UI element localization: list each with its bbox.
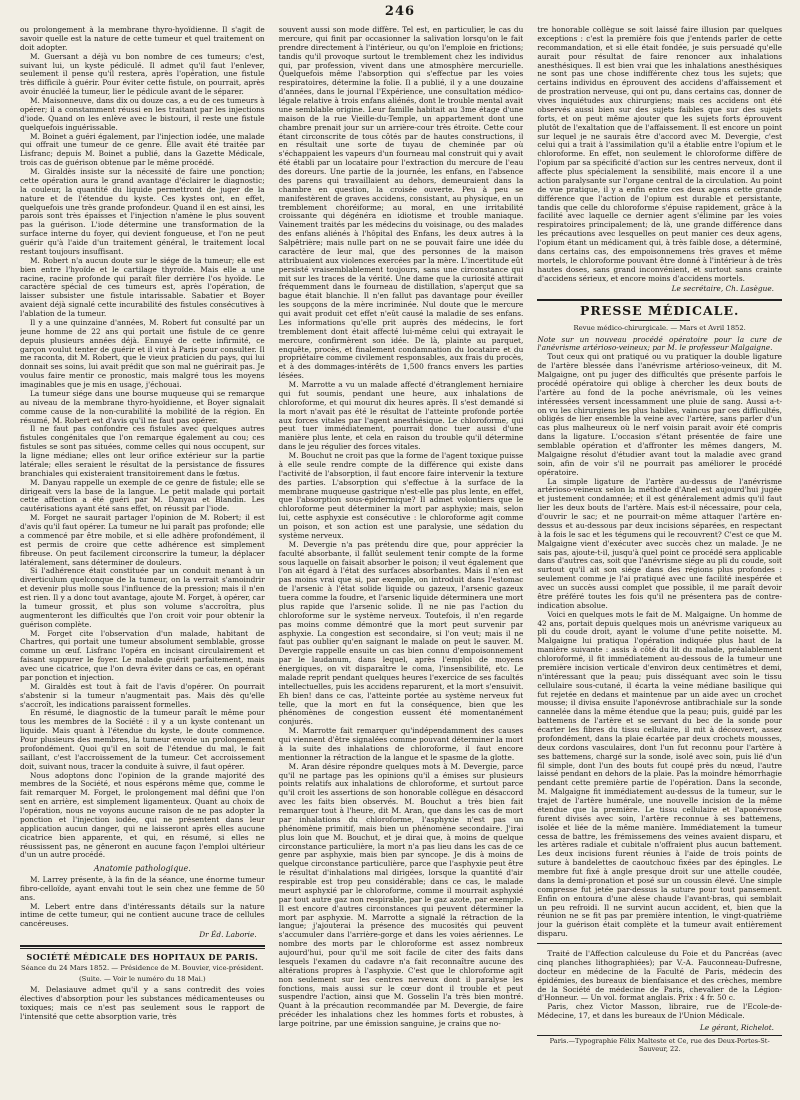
col1-paragraph: En résumé, le diagnostic de la tumeur paraît le même pour tous les membres de la Société : il y a un kyste contenant un liquide. Mais quant à l'étendue du kyste, le doute commence. Pour plusieurs des membres, la tumeur envoie un prolongement profondément. Quoi qu'il en soit de l'étendue du mal, le fait saillant, c'est l'accroissement de la tumeur. Cet accroissement doit, suivant nous, tracer la conduite à suivre, il faut opérer.: [20, 708, 265, 771]
col1-paragraph: M. Lebert entre dans d'intéressants détails sur la nature intime de cette tumeur, qui ne contient aucune trace de cellules cancéreuses.: [20, 901, 265, 929]
section-divider: [20, 945, 265, 947]
note-title: Note sur un nouveau procédé opératoire pour la cure de l'anévrisme artérioso-veineux; par M. le professeur Malgaigne.: [537, 334, 783, 353]
societe-session: Séance du 24 Mars 1852. — Présidence de M. Bouvier, vice-président.: [20, 963, 264, 972]
col1-paragraph: Il y a une quinzaine d'années, M. Robert fut consulté par un jeune homme de 22 ans qui portait une fistule de ce genre depuis plusieurs années déjà. Ennuyé de cette infirmité, ce garçon voulut tenter de guérir et il vint à Paris pour consulter. Il me raconta, dit M. Robert, que le vieux praticien du pays, qui lui donnait ses soins, lui avait prédit que son mal ne guérirait pas. Je voulus faire mentir ce pronostic, mais malgré tous les moyens imaginables que je mis en usage, j'échouai.: [20, 317, 265, 389]
col1-paragraph: M. Robert n'a aucun doute sur le siége de la tumeur; elle est bien entre l'hyoïde et le cartilage thyroïde. Mais elle a une racine, racine profonde qui paraît filer derrière l'os hyoïde. Le caractère spécial de ces tumeurs est, après l'opération, de laisser subsister une fistule intarissable. Sabatier et Boyer avaient déjà signalé cette incurabilité des fistules consécutives à l'ablation de la tumeur.: [20, 255, 265, 318]
section-divider: [537, 299, 782, 301]
col1-paragraph: M. Guersant a déjà vu bon nombre de ces tumeurs; c'est, suivant lui, un kyste pédiculé. Il admet qu'il faut l'enlever, seulement il pense qu'il restera, après l'opération, une fistule très difficile à guérir. Pour éviter cette fistule, on pourrait, après avoir énucléé la tumeur, lier le pédicule avant de le séparer.: [20, 51, 265, 97]
title-rule: [630, 320, 690, 321]
col1-paragraph: Nous adoptons donc l'opinion de la grande majorité des membres de la Société, et nous espérons même que, comme le fait remarquer M. Forget, le prolongement mal défini que l'on sent en arrière, est simplement ligamenteux. Quant au choix de l'opération, nous ne voyons aucune raison de ne pas adopter la ponction et l'injection iodée, qui ne présentent dans leur application aucun danger, qui ne laisseront après elles aucune cicatrice bien apparente, et qui, en résumé, si elles ne réussissent pas, ne gêneront en aucune façon l'emploi ultérieur d'un un autre procédé.: [20, 770, 265, 860]
column-2: [279, 26, 524, 1090]
column-1: [20, 26, 265, 1090]
col1-paragraph: Il ne faut pas confondre ces fistules avec quelques autres fistules congénitales que l'on remarque également au cou; ces fistules se sont pas situées, comme celles qui nous occupent, sur la ligne médiane; elles ont leur orifice extérieur sur la partie latérale; elles seraient le résultat de la persistance de fissures branchiales qui existeraient transitoirement dans le fœtus.: [20, 424, 265, 478]
review-heading: Revue médico-chirurgicale. — Mars et Avril 1852.: [573, 324, 746, 333]
col3-paragraph: Tout ceux qui ont pratiqué ou vu pratiquer la double ligature de l'artère blessée dans l'anévrisme artérioso-veineux, dit M. Malgaigne, ont pu juger des difficultés que présente parfois le procédé opératoire qui oblige à chercher les deux bouts de l'artère au fond de la poche anévrismale, où les veines intéressées versent incessamment une pluie de sang. Aussi a-t-on vu les chirurgiens les plus habiles, vaincus par ces difficultés, obligés de lier ensemble la veine avec l'artère, sans parler d'un cas plus malheureux où le nerf voisin parait avoir été compris dans la ligature. L'occasion s'étant présentée de faire une semblable opération et d'affronter les mêmes dangers, M. Malgaigne résolut d'étudier avant tout la maladie avec grand soin, afin de voir s'il ne pourrait pas améliorer le procédé opératoire.: [537, 352, 783, 477]
press-title: PRESSE MÉDICALE.: [580, 303, 740, 319]
col1-paragraph: M. Maisonneuve, dans dix ou douze cas, a eu de ces tumeurs à opérer; il a constamment réussi en les traitant par les injections d'iode. Quand on les enlève avec le bistouri, il reste une fistule quelquefois inguérissable.: [20, 96, 265, 132]
col3-paragraph: La simple ligature de l'artère au-dessus de l'anévrisme artérioso-veineux selon la méthode d'Anel est aujourd'hui jugée et justement condamnée; et il est généralement admis qu'il faut lier les deux bouts de l'artère. Mais est-il nécessaire, pour cela, d'ouvrir le sac; et ne pourrait-on même attaquer l'artère en-dessus et au-dessous par deux incisions séparées, en respectant à la fois le sac et les tégumens qui le recouvrent? C'est ce que M. Malgaigne vient d'exécuter avec succès chez un malade. Je ne sais pas, ajoute-t-il, jusqu'à quel point ce procédé sera applicable dans d'autres cas, soit que l'anévrisme siége au pli du coude, soit surtout qu'il ait son siége dans des régions plus profondes : seulement comme je l'ai pratiqué avec une facilité inespérée et avec un succès aussi complet que possible, il me paraît devoir être préféré toutes les fois qu'il ne présentera pas de contre-indication absolue.: [537, 476, 783, 610]
gerant-signature: Le gérant, Richelot.: [700, 1023, 775, 1033]
book-announcement: Traité de l'Affection calculeuse du Foie et du Pancréas (avec cinq planches lithographiées); par V.-A. Fauconneau-Dufresne, docteur en médecine de la Faculté de Paris, médecin des épidémies, des bureaux de bienfaisance et des crèches, membre de la Société de médecine de Paris, chevalier de la Légion-d'Honneur. — Un vol. format anglais. Prix : 4 fr. 50 c.: [537, 949, 783, 1003]
anatomy-heading: Anatomie pathologique.: [93, 864, 191, 874]
col1-paragraph: M. Delasiauve admet qu'il y a sans contredit des voies électives d'absorption pour les substances médicamenteuses ou toxiques; mais ce n'est pas seulement sous le rapport de l'intensité que cette absorption varie, très: [20, 985, 265, 1021]
col1-paragraph: M. Giraldès insiste sur la nécessité de faire une ponction; cette opération aura le grand avantage d'éclairer le diagnostic; la couleur, la quantité du liquide permettront de juger de la nature et de l'étendue du kyste. Ces kystes ont, en effet, quelquefois une très grande profondeur. Quand il en est ainsi, les parois sont très épaisses et l'injection n'amène le plus souvent pas la guérison. L'iode détermine une transformation de la surface interne du foyer, qui devient fongueuse, et l'on ne peut guérir qu'à l'aide d'un traitement général, le traitement local restant toujours insuffisant.: [20, 167, 265, 256]
col1-paragraph: M. Giraldès est tout à fait de l'avis d'opérer. On pourrait s'abstenir si la tumeur n'augmentait pas. Mais dès qu'elle s'accroît, les indications paraissent formelles.: [20, 681, 265, 709]
col2-paragraph: M. Marrotte a vu un malade affecté d'étranglement herniaire qui fut soumis, pendant une heure, aux inhalations de chloroforme, et qui mourut dix heures après. Il s'est demandé si la mort n'avait pas été le résultat de l'atteinte profonde portée aux forces vitales par l'agent anesthésique. Le chloroforme, qui peut tuer immédiatement, pourrait donc tuer aussi d'une manière plus lente, et cela en raison du trouble qu'il détermine dans le jeu régulier des forces vitales.: [278, 380, 524, 452]
col2-paragraph: M. Marrotte fait remarquer qu'indépendamment des causes qui viennent d'être signalées comme pouvant déterminer la mort à la suite des inhalations de chloroforme, il faut encore mentionner la rétraction de la langue et le spasme de la glotte.: [278, 726, 524, 762]
societe-title: SOCIÉTÉ MÉDICALE DES HOPITAUX DE PARIS.: [26, 952, 259, 963]
col3-paragraph: tre honorable collègue se soit laissé faire illusion par quelques exceptions : c'est la première fois que j'entends parler de cette recommandation, et si elle était fondée, je suis persuadé qu'elle aurait pour résultat de faire renoncer aux inhalations anesthésiques. Il est bien vrai que les inhalations anesthésiques ne sont pas une chose indifférente chez tous les sujets; que certains individus en éprouvent des accidens d'affaissement et de prostration nerveuse, qui ont pu, dans certains cas, donner de vives inquiétudes aux chirurgiens; mais ces accidens ont été observés aussi bien sur des sujets faibles que sur des sujets forts, et on peut même ajouter que les sujets forts éprouvent plutôt de l'exaltation que de l'affaissement. Il est encore un point sur lequel je ne saurais être d'accord avec M. Devergie, c'est celui qui a trait à l'assimilation qu'il a établie entre l'opium et le chloroforme. En effet, non seulement le chloroforme diffère de l'opium par sa spécificité d'action sur les centres nerveux, dont il affecte plus spécialement la sensibilité, mais encore il a une action paralysante sur l'organe central de la circulation. Au point de vue pratique, il y a enfin entre ces deux agens cette grande différence que l'action de l'opium est durable et persistante, tandis que celle du chloroforme s'épuise rapidement, grâce à la facilité avec laquelle ce dernier agent s'élimine par les voies respiratoires principalement; de là, une grande différence dans les précautions avec lesquelles on peut manier ces deux agens, l'opium étant un médicament qui, à très faible dose, a déterminé, dans certains cas, des empoisonnemens très graves et même mortels, le chloroforme pouvant être donné à l'intérieur à de très hautes doses, sans grand inconvénient, et surtout sans crainte d'accidens sérieux, et encore moins d'accidens mortels.: [537, 26, 783, 283]
col2-paragraph: souvent aussi son mode diffère. Tel est, en particulier, le cas du mercure, qui finit par occasionner la salivation lorsqu'on le fait prendre directement à l'intérieur, ou qu'on l'emploie en frictions; tandis qu'il provoque surtout le tremblement chez les individus qui, par profession, vivent dans une atmosphère mercurielle. Quelquefois même l'absorption qui s'effectue par les voies respiratoires, détermine la folie. Il a publié, il y a une douzaine d'années, dans le journal l'Expérience, une consultation médico-légale relative à trois enfans aliénés, dont le trouble mental avait une semblable origine. Leur famille habitait au 3me étage d'une maison de la rue Vieille-du-Temple, un appartement dont une chambre prenait jour sur un arrière-cour très étroite. Cette cour étant circonscrite de tous côtés par de hautes constructions, il en résultait une sorte de tuyau de cheminée par où s'échappaient les vapeurs d'un fourneau mal construit qui y avait été établi par un locataire pour l'extraction du mercure de l'eau des doreurs. Une partie de la journée, les enfans, en l'absence des parens qui travaillaient au dehors, demeuraient dans la chambre en question, la croisée ouverte. Peu à peu se manifestèrent de graves accidens, consistant, au physique, en un tremblement choréiforme; au moral, en une irritabilité croissante qui dégénéra en idiotisme et trouble maniaque. Vainement traités par les médecins du voisinage, ou des malades des enfans aliénés à l'hôpital des Enfans, les deux autres à la Salpêtrière; mais nulle part on ne se pouvait faire une idée du caractère de leur mal, que des personnes de la maison attribuaient aux violences exercées par la mère. L'incertitude eût persisté vraisemblablement toujours, sans une circonstance qui mit sur les traces de la vérité. Une dame que la curiosité attirait fréquemment dans le fourneau de distillation, s'aperçut que sa bague était blanchie. Il n'en fallut pas davantage pour éveiller les soupçons de la mère incriminée. Nul doute que le mercure qui avait produit cet effet n'eût causé la maladie de ses enfans. Les informations qu'elle prit auprès des médecins, le fort tremblement dont était affecté lui-même celui qui extrayait le mercure, confirmèrent son idée. De là, plainte au parquet, enquête, procès, et finalement condamnation du locataire et du propriétaire comme civilement responsables, aux frais du procès, et à des dommages-intérêts de 1,500 francs envers les parties lésées.: [278, 26, 524, 381]
author-signature: Dr Éd. Laborie.: [199, 930, 257, 940]
col2-paragraph: M. Bouchut ne croit pas que la forme de l'agent toxique puisse à elle seule rendre compte de la différence qui existe dans l'activité de l'absorption, il faut encore faire intervenir la texture des parties. L'absorption qui s'effectue à la surface de la membrane muqueuse gastrique n'est-elle pas plus lente, en effet, que l'absorption sous-épidermique? Il admet volontiers que le chloroforme peut déterminer la mort par asphyxie; mais, selon lui, cette asphyxie est consécutive : le chloroforme agit comme un poison, et son action est une paralysie, une sédation du système nerveux.: [278, 451, 524, 540]
col2-paragraph: M. Devergie n'a pas prétendu dire que, pour apprécier la faculté absorbante, il fallût seulement tenir compte de la forme sous laquelle on faisait absorber le poison; il veut également que l'on ait égard à l'état des surfaces absorbantes. Mais il n'en est pas moins vrai que si, par exemple, on introduit dans l'estomac de l'arsenic à l'état solide liquide ou gazeux, l'arsenic gazeux tuera comme la foudre, et l'arsenic liquide déterminera une mort plus rapide que l'arsenic solide. Il ne nie pas l'action du chloroforme sur le système nerveux. Toutefois, il n'en regarde pas moins comme démontré que la mort peut survenir par asphyxie. La congestion est secondaire, si l'on veut; mais il ne faut pas oublier qu'en saignant le malade on peut le sauver. M. Devergie rappelle ensuite un cas bien connu d'empoisonnement par le laudanum, dans lequel, après l'emploi de moyens énergiques, on vit disparaître le coma, l'insensibilité, etc. Le malade reprit pendant quelques heures l'exercice de ses facultés intellectuelles, puis les accidens reparurent, et la mort s'ensuivit. Eh bien! dans ce cas, l'atteinte portée au système nerveux fut telle, que la mort en fut la conséquence, bien que les phénomènes de congestion eussent été momentanément conjurés.: [278, 539, 524, 727]
book-publisher: Paris, chez Victor Masson, libraire, rue de l'Ecole-de-Médecine, 17, et dans les bureaux de l'Union Médicale.: [537, 1002, 783, 1021]
printer-line: Paris.—Typographie Félix Malteste et Ce, rue des Deux-Portes-St-Sauveur, 22.: [537, 1035, 782, 1054]
col1-paragraph: M. Forget ne saurait partager l'opinion de M. Robert; il est d'avis qu'il faut opérer. La tumeur ne lui paraît pas profonde; elle a commencé par être mobile, et si elle adhère profondément, il est permis de croire que cette adhérence est simplement fibreuse. On peut facilement circonscrire la tumeur, la déplacer latéralement, sans déterminer de douleurs.: [20, 513, 265, 567]
columns: [20, 26, 782, 1090]
col1-paragraph: M. Danyau rappelle un exemple de ce genre de fistule; elle se dirigeait vers la base de la langue. Le petit malade qui portait cette affection a été guéri par M. Danyau et Blandin. Les cautérisations ayant été sans effet, on réussit par l'iode.: [20, 477, 265, 514]
col3-paragraph: Voici en quelques mots le fait de M. Malgaigne. Un homme de 42 ans, portait depuis quelques mois un anévrisme variqueux au pli du coude droit, ayant le volume d'une petite noisette. M. Malgaigne lui pratiqua l'opération indiquée plus haut de la manière suivante : assis à côté du lit du malade, préalablement chloroformé, il fit immédiatement au-dessous de la tumeur une première incision verticale d'environ deux centimètres et demi, n'intéressant que la peau; puis disséquant avec soin le tissu cellulaire sous-cutané, il écarta la veine médiane basilique qui fut rejetée en dedans et maintenue par un aide avec un crochet mousse; il divisa ensuite l'aponévrose antibrachiale sur la sonde cannelée dans la même étendue que la peau; puis, guidé par les battemens de l'artère et se servant du bec de la sonde pour écarter les fibres du tissu cellulaire, il mit à découvert, assez profondément, dans la plaie écartée par deux crochets mousses, deux cordons vasculaires, dont l'un fut reconnu pour l'artère à ses battemens, chargé sur la sonde, isolé avec soin, puis lié d'un fil simple, dont l'un des bouts fut coupé près du nœud, l'autre laissé pendant en dehors de la plaie. Pas la moindre hémorrhagie pendant cette première partie de l'opération. Dans la seconde, M. Malgaigne fit immédiatement au-dessus de la tumeur, sur le trajet de l'artère humérale, une nouvelle incision de la même étendue que la première. Le tissu cellulaire et l'aponévrose furent divisés avec soin, l'artère reconnue à ses battemens, isolée et liée de la même manière. Immédiatement la tumeur cessa de battre, les frémissemens des veines avaient disparu, et les artères radiale et cubitale n'offraient plus aucun battement. Les deux incisions furent réunies à l'aide de trois points de suture à bandelettes de caoutchouc fixées par des épingles. Le membre fut fixé à angle presque droit sur une attelle coudée, dans la demi-pronation et posé sur un coussin élevé. Une simple compresse fut jetée par-dessus la suture pour tout pansement. Enfin on entoura d'une alèse chaude l'avant-bras, qui semblait un peu refroidi. Il ne survint aucun accident, et, bien que la réunion ne se fit pas par première intention, le vingt-quatrième jour la guérison était complète et la tumeur avait entièrement disparu.: [537, 609, 783, 939]
page-number: 246: [384, 4, 416, 19]
col1-paragraph: M. Larrey présente, à la fin de la séance, une énorme tumeur fibro-celloïde, ayant envahi tout le sein chez une femme de 50 ans.: [20, 874, 265, 902]
secretary-signature: Le secrétaire, Ch. Lasègue.: [671, 284, 775, 294]
column-3: [537, 26, 782, 1090]
section-divider: [20, 948, 265, 949]
col1-paragraph: M. Forget cite l'observation d'un malade, habitant de Chartres, qui portait une tumeur absolument semblable, grosse comme un œuf. Lisfranc l'opéra en incisant circulairement et faisant suppurer le foyer. Le malade guérit parfaitement, mais avec une cicatrice, que l'on devra éviter dans ce cas, en opérant par ponction et injection.: [20, 628, 265, 682]
col1-paragraph: M. Boinet a guéri également, par l'injection iodée, une malade qui offrait une tumeur de ce genre. Elle avait été traitée par Lisfranc; depuis M. Boinet a publié, dans la Gazette Médicale, trois cas de guérison obtenue par le même procédé.: [20, 131, 265, 168]
book-divider: [537, 943, 782, 946]
col2-paragraph: M. Aran désire répondre quelques mots à M. Devergie, parce qu'il ne partage pas les opinions qu'il a émises sur plusieurs points relatifs aux inhalations de chloroforme, et surtout parce qu'il croit les assertions de son honorable collègue en désaccord avec les faits bien observés. M. Bouchut a très bien fait remarquer tout à l'heure, dit M. Aran, que dans les cas de mort par inhalations du chloroforme, l'asphyxie n'est pas un phénomène primitif, mais bien un phénomène secondaire. J'irai plus loin que M. Bouchut, et je dirai que, à moins de quelque circonstance particulière, la mort n'a pas lieu dans les cas de ce genre par asphyxie, mais bien par syncope. Je dis à moins de quelque circonstance particulière, parce que l'asphyxie peut être le résultat d'inhalations mal dirigées, lorsque la quantité d'air respirable est trop peu considérable; dans ce cas, le malade meurt asphyxié par le chloroforme, comme il mourrait asphyxié par tout autre gaz non respirable, par le gaz azote, par exemple. Il est encore d'autres circonstances qui peuvent déterminer la mort par asphyxie. M. Marrotte a signalé la rétraction de la langue; j'ajouterai la présence des mucosités qui peuvent s'accumuler dans l'arrière-gorge et dans les voies aériennes. Le nombre des morts par le chloroforme est assez nombreux aujourd'hui, pour qu'il me soit facile de citer des faits dans lesquels l'examen du cadavre n'a fait reconnaître aucune des altérations propres à l'asphyxie. C'est que le chloroforme agit non seulement sur les centres nerveux dont il paralyse les fonctions, mais aussi sur le cœur dont il trouble et peut suspendre l'action, ainsi que M. Gosselin l'a très bien montré. Quant à la précaution recommandée par M. Devergie, de faire précéder les inhalations chez les hommes forts et robustes, à large poitrine, par une émission sanguine, je crains que no-: [278, 761, 524, 1028]
col1-paragraph: Si l'adhérence était constituée par un conduit menant à un diverticulum quelconque de la tumeur, on la verrait s'amoindrir et devenir plus molle sous l'influence de la pression; mais il n'en est rien. Il y a donc tout avantage, ajoute M. Forget, à opérer, car la tumeur grossit, et plus son volume s'accroîtra, plus augmenteront les difficultés que l'on croit voir pour obtenir la guérison complète.: [20, 566, 265, 629]
col1-paragraph: La tumeur siége dans une bourse muqueuse qui se remarque au niveau de la membrane thyro-hyoïdienne, et Boyer signalait comme cause de la non-curabilité la mobilité de la région. En résumé, M. Robert est d'avis qu'il ne faut pas opérer.: [20, 388, 265, 425]
societe-continuation: (Suite. — Voir le numéro du 18 Mai.): [79, 974, 206, 983]
col1-paragraph: ou prolongement à la membrane thyro-hyoïdienne. Il s'agit de savoir quelle est la nature de cette tumeur et quel traitement on doit adopter.: [20, 26, 265, 52]
